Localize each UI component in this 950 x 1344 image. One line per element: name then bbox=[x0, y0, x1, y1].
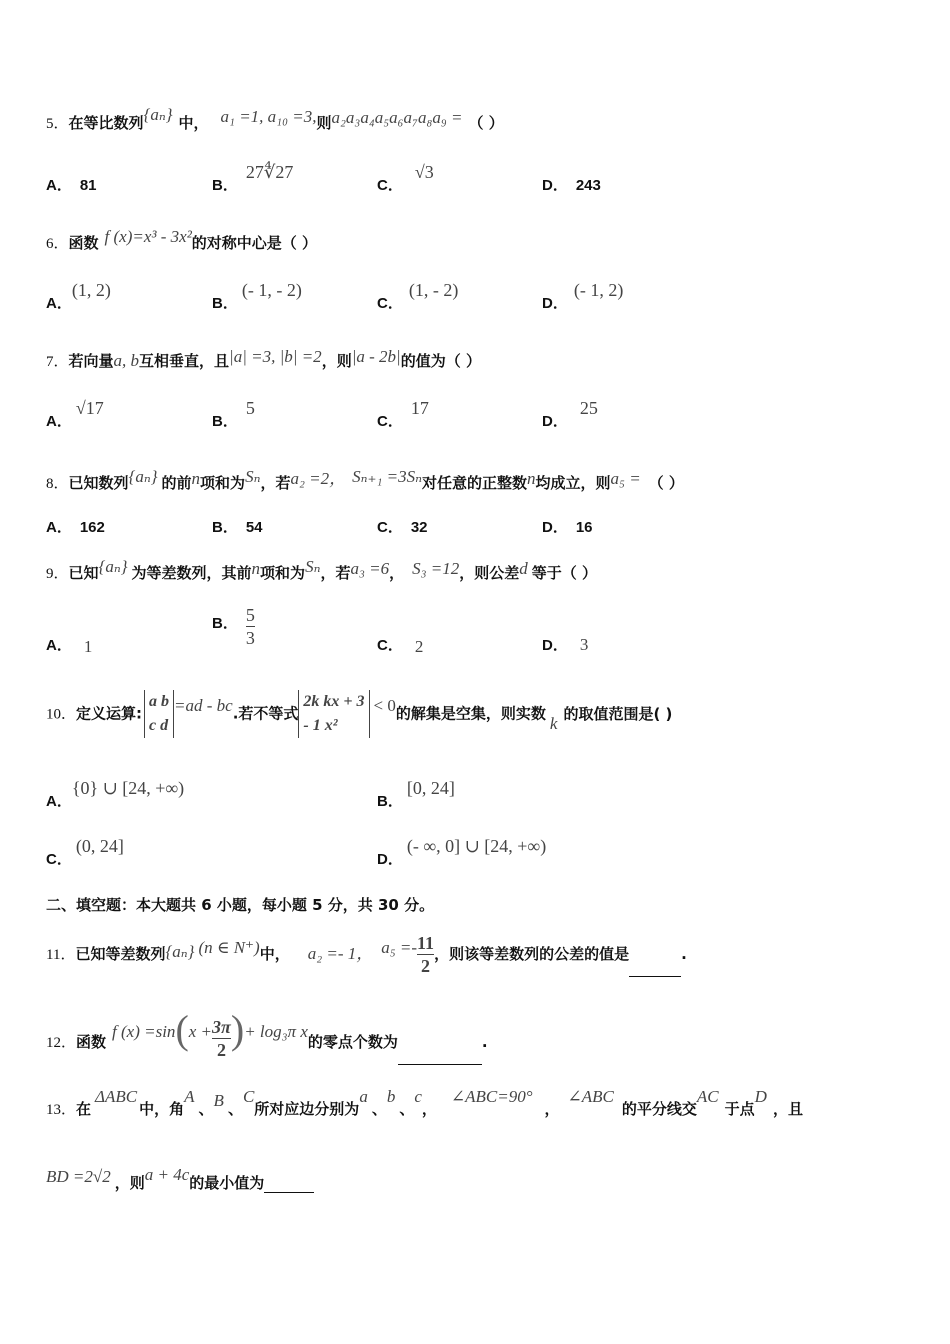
question-number: 6． bbox=[46, 236, 69, 252]
option-label: C． bbox=[377, 519, 403, 536]
question-text: 中， bbox=[259, 945, 290, 963]
question-8 bbox=[46, 468, 950, 493]
math-expr: a₅ = bbox=[610, 469, 641, 488]
question-text: 已知数列 bbox=[68, 474, 129, 492]
option-label: D． bbox=[542, 637, 568, 654]
question-text: 项和为 bbox=[260, 564, 306, 582]
option-10d[interactable] bbox=[377, 836, 547, 869]
question-13-cont bbox=[46, 1165, 950, 1193]
math-expr: ∠ABC bbox=[567, 1087, 614, 1106]
determinant-row: a b bbox=[149, 693, 170, 710]
math-expr: ∠ABC=90° bbox=[450, 1087, 533, 1106]
fraction-denominator: 3 bbox=[245, 628, 255, 648]
question-7 bbox=[46, 347, 950, 371]
fraction-denominator: 2 bbox=[421, 956, 431, 976]
question-text: 在 bbox=[76, 1100, 92, 1118]
math-expr: Sₙ bbox=[305, 557, 321, 576]
option-5b[interactable] bbox=[212, 162, 294, 195]
option-value: (0, 24] bbox=[75, 836, 124, 856]
option-label: D． bbox=[377, 851, 403, 868]
option-value: (1, - 2) bbox=[408, 280, 459, 300]
option-7b[interactable] bbox=[212, 398, 255, 431]
math-expr: n bbox=[191, 469, 201, 488]
option-label: B． bbox=[212, 413, 238, 430]
option-label: C． bbox=[377, 637, 403, 654]
option-value: 25 bbox=[579, 398, 598, 418]
math-expr: k bbox=[549, 713, 558, 733]
option-value: 16 bbox=[575, 519, 593, 536]
option-5c[interactable] bbox=[377, 162, 434, 195]
option-value: √17 bbox=[75, 398, 104, 418]
question-text: 函数 bbox=[68, 234, 99, 252]
option-value: 27∜27 bbox=[245, 162, 294, 182]
fraction-three-pi-halves bbox=[212, 1016, 231, 1061]
question-text: 、 bbox=[227, 1100, 243, 1118]
determinant-row: - 1 x² bbox=[303, 717, 338, 734]
question-text: 的对称中心是（ ） bbox=[191, 234, 318, 252]
math-expr: d bbox=[519, 559, 528, 578]
question-text: ，若 bbox=[260, 474, 291, 492]
fraction-five-thirds bbox=[246, 604, 255, 649]
math-expr: ΔABC bbox=[95, 1087, 138, 1106]
option-9c[interactable] bbox=[377, 634, 423, 655]
answer-blank[interactable] bbox=[264, 1178, 314, 1193]
option-10b[interactable] bbox=[377, 778, 455, 811]
math-expr: a + 4c bbox=[144, 1165, 190, 1184]
question-text: 定义运算: bbox=[76, 704, 143, 723]
option-label: A． bbox=[46, 177, 72, 194]
question-text: （ ） bbox=[648, 474, 684, 492]
section-heading-fill-in: 二、填空题：本大题共 6 小题，每小题 5 分，共 30 分。 bbox=[46, 896, 435, 914]
question-text: 的解集是空集，则实数 bbox=[395, 704, 546, 723]
question-text: . bbox=[681, 945, 687, 963]
question-5 bbox=[46, 105, 950, 133]
option-value: 1 bbox=[83, 637, 93, 656]
question-10 bbox=[46, 690, 950, 738]
question-9 bbox=[46, 557, 950, 583]
option-value: 81 bbox=[79, 177, 97, 194]
paren-left: ( bbox=[175, 1007, 189, 1052]
question-12 bbox=[46, 1002, 950, 1060]
question-number: 8． bbox=[46, 476, 69, 492]
question-text: 的取值范围是( ) bbox=[563, 704, 673, 723]
option-label: C． bbox=[377, 413, 403, 430]
question-text: 函数 bbox=[76, 1033, 107, 1051]
paren-right: ) bbox=[230, 1007, 245, 1052]
question-text: 的最小值为 bbox=[189, 1174, 265, 1192]
question-number: 5． bbox=[46, 116, 69, 132]
question-text: 互相垂直，且 bbox=[139, 352, 230, 370]
question-number: 10． bbox=[46, 706, 77, 723]
math-expr: a, b bbox=[113, 351, 140, 370]
math-expr: {aₙ} bbox=[128, 467, 158, 486]
option-label: B． bbox=[212, 177, 238, 194]
question-text: （ ） bbox=[468, 114, 504, 132]
option-value: 3 bbox=[579, 635, 589, 654]
option-value: 54 bbox=[245, 519, 263, 536]
math-expr: S₃ =12 bbox=[412, 559, 460, 578]
option-8a[interactable] bbox=[46, 516, 105, 537]
option-label: D． bbox=[542, 177, 568, 194]
question-text: .若不等式 bbox=[232, 704, 299, 723]
question-text: ， bbox=[421, 1100, 437, 1118]
math-expr: + log₃π x bbox=[244, 1022, 308, 1041]
question-number: 13． bbox=[46, 1102, 77, 1118]
question-text: ， bbox=[389, 564, 405, 582]
math-expr: {aₙ} bbox=[98, 557, 128, 576]
math-expr: a₅ =- bbox=[381, 938, 418, 957]
math-expr: n bbox=[251, 559, 261, 578]
option-value: √3 bbox=[414, 162, 434, 182]
math-expr: B bbox=[213, 1091, 224, 1110]
fraction-eleven-halves bbox=[417, 932, 434, 977]
question-text: 于点 bbox=[724, 1100, 755, 1118]
option-10c[interactable] bbox=[46, 836, 124, 869]
question-text: 的平分线交 bbox=[621, 1100, 697, 1118]
math-expr: Sₙ₊₁ =3Sₙ bbox=[352, 467, 422, 486]
option-value: (1, 2) bbox=[71, 280, 111, 300]
question-text: 中， bbox=[178, 114, 209, 132]
option-8b[interactable] bbox=[212, 516, 263, 537]
math-expr: f (x)=x³ - 3x² bbox=[104, 227, 192, 246]
question-text: 已知等差数列 bbox=[75, 945, 166, 963]
option-10a[interactable] bbox=[46, 778, 185, 811]
math-expr: a₂ =2， bbox=[290, 469, 347, 488]
math-expr: a₃ =6 bbox=[350, 559, 390, 578]
option-value: (- ∞, 0] ∪ [24, +∞) bbox=[406, 836, 547, 856]
math-expr: D bbox=[754, 1087, 767, 1106]
option-label: B． bbox=[212, 519, 238, 536]
option-6c[interactable] bbox=[377, 280, 459, 313]
question-text: 、 bbox=[399, 1100, 415, 1118]
question-text: 等于（ ） bbox=[531, 564, 598, 582]
fraction-denominator: 2 bbox=[216, 1040, 226, 1060]
option-label: B． bbox=[212, 295, 238, 312]
option-label: A． bbox=[46, 413, 72, 430]
question-text: . bbox=[481, 1033, 488, 1051]
option-value: 17 bbox=[410, 398, 429, 418]
question-number: 11． bbox=[46, 947, 76, 963]
option-label: D． bbox=[542, 295, 568, 312]
option-label: D． bbox=[542, 519, 568, 536]
math-expr: a₂ =- 1， bbox=[307, 944, 374, 963]
question-text: ，则公差 bbox=[459, 564, 520, 582]
option-7a[interactable] bbox=[46, 398, 104, 431]
option-label: D． bbox=[542, 413, 568, 430]
option-label: A． bbox=[46, 295, 72, 312]
option-6d[interactable] bbox=[542, 280, 624, 313]
option-7c[interactable] bbox=[377, 398, 429, 431]
question-number: 9． bbox=[46, 566, 69, 582]
math-expr: |a| =3, |b| =2 bbox=[229, 347, 322, 366]
determinant-inequality bbox=[298, 690, 369, 738]
question-text: ，且 bbox=[772, 1100, 803, 1118]
math-expr: b bbox=[386, 1087, 396, 1106]
math-expr: {aₙ} bbox=[165, 942, 195, 961]
option-value: 2 bbox=[414, 637, 424, 656]
option-5a[interactable] bbox=[46, 174, 97, 195]
math-expr: a bbox=[359, 1087, 368, 1106]
question-text: ，则 bbox=[114, 1174, 145, 1192]
determinant-abcd bbox=[144, 690, 174, 738]
question-text: 均成立，则 bbox=[535, 474, 611, 492]
question-6 bbox=[46, 227, 950, 253]
determinant-row: c d bbox=[149, 717, 169, 734]
option-label: B． bbox=[212, 615, 238, 632]
question-number: 7． bbox=[46, 354, 69, 370]
math-expr: C bbox=[242, 1087, 255, 1106]
question-text: 所对应边分别为 bbox=[254, 1100, 360, 1118]
question-text: 在等比数列 bbox=[68, 114, 144, 132]
option-value: (- 1, - 2) bbox=[241, 280, 302, 300]
option-9d[interactable] bbox=[542, 634, 588, 655]
option-label: C． bbox=[377, 295, 403, 312]
math-expr: Sₙ bbox=[245, 467, 261, 486]
option-label: C． bbox=[377, 177, 403, 194]
option-5d[interactable] bbox=[542, 174, 601, 195]
option-value: 162 bbox=[79, 519, 105, 536]
answer-blank[interactable] bbox=[398, 1050, 482, 1065]
math-expr: a₂a₃a₄a₅a₆a₇a₈a₉ = bbox=[331, 108, 463, 127]
question-text: 对任意的正整数 bbox=[422, 474, 528, 492]
question-text: 则 bbox=[316, 114, 332, 132]
option-label: C． bbox=[46, 851, 72, 868]
question-text: 的前 bbox=[161, 474, 192, 492]
determinant-row: 2k kx + 3 bbox=[303, 693, 365, 710]
math-expr: a₁ =1, a₁₀ =3, bbox=[220, 107, 317, 126]
fraction-numerator: 5 bbox=[245, 605, 255, 625]
math-expr: (n ∈ N⁺) bbox=[198, 938, 260, 957]
math-expr: AC bbox=[696, 1087, 719, 1106]
math-expr: BD =2√2 bbox=[46, 1167, 111, 1186]
option-label: A． bbox=[46, 637, 72, 654]
math-expr: |a - 2b| bbox=[351, 347, 401, 366]
option-6a[interactable] bbox=[46, 280, 111, 313]
question-text: 中，角 bbox=[139, 1100, 185, 1118]
option-6b[interactable] bbox=[212, 280, 302, 313]
question-11 bbox=[46, 932, 950, 977]
question-text: 为等差数列，其前 bbox=[131, 564, 252, 582]
question-number: 12． bbox=[46, 1035, 77, 1051]
math-expr: x + bbox=[188, 1022, 213, 1041]
question-text: 若向量 bbox=[68, 352, 114, 370]
option-label: A． bbox=[46, 519, 72, 536]
question-text: 已知 bbox=[68, 564, 99, 582]
option-9b[interactable] bbox=[212, 604, 255, 649]
answer-blank[interactable] bbox=[629, 962, 681, 977]
question-text: 项和为 bbox=[200, 474, 246, 492]
option-8d[interactable] bbox=[542, 516, 593, 537]
math-expr: c bbox=[414, 1087, 422, 1106]
question-text: ， bbox=[544, 1100, 560, 1118]
option-value: (- 1, 2) bbox=[573, 280, 624, 300]
fraction-numerator: 11 bbox=[417, 933, 435, 953]
math-expr: {aₙ} bbox=[143, 105, 173, 124]
math-expr: n bbox=[527, 469, 536, 488]
option-value: 243 bbox=[575, 177, 601, 194]
math-expr: A bbox=[184, 1087, 195, 1106]
option-value: [0, 24] bbox=[406, 778, 455, 798]
fraction-numerator: 3π bbox=[212, 1017, 231, 1037]
option-value: {0} ∪ [24, +∞) bbox=[71, 778, 185, 798]
option-7d[interactable] bbox=[542, 398, 598, 431]
question-text: ，则 bbox=[321, 352, 352, 370]
question-13 bbox=[46, 1087, 950, 1119]
question-text: 、 bbox=[371, 1100, 387, 1118]
option-label: B． bbox=[377, 793, 403, 810]
option-8c[interactable] bbox=[377, 516, 428, 537]
option-label: A． bbox=[46, 793, 72, 810]
option-value: 5 bbox=[245, 398, 255, 418]
question-text: 、 bbox=[198, 1100, 214, 1118]
question-text: ，则该等差数列的公差的值是 bbox=[434, 945, 630, 963]
question-text: 的值为（ ） bbox=[400, 352, 481, 370]
math-expr: < 0 bbox=[373, 695, 396, 715]
math-expr: =ad - bc bbox=[174, 695, 233, 715]
option-9a[interactable] bbox=[46, 634, 92, 655]
option-value: 32 bbox=[410, 519, 428, 536]
math-expr: f (x) =sin bbox=[112, 1022, 176, 1041]
question-text: 的零点个数为 bbox=[307, 1033, 398, 1051]
question-text: ，若 bbox=[320, 564, 351, 582]
